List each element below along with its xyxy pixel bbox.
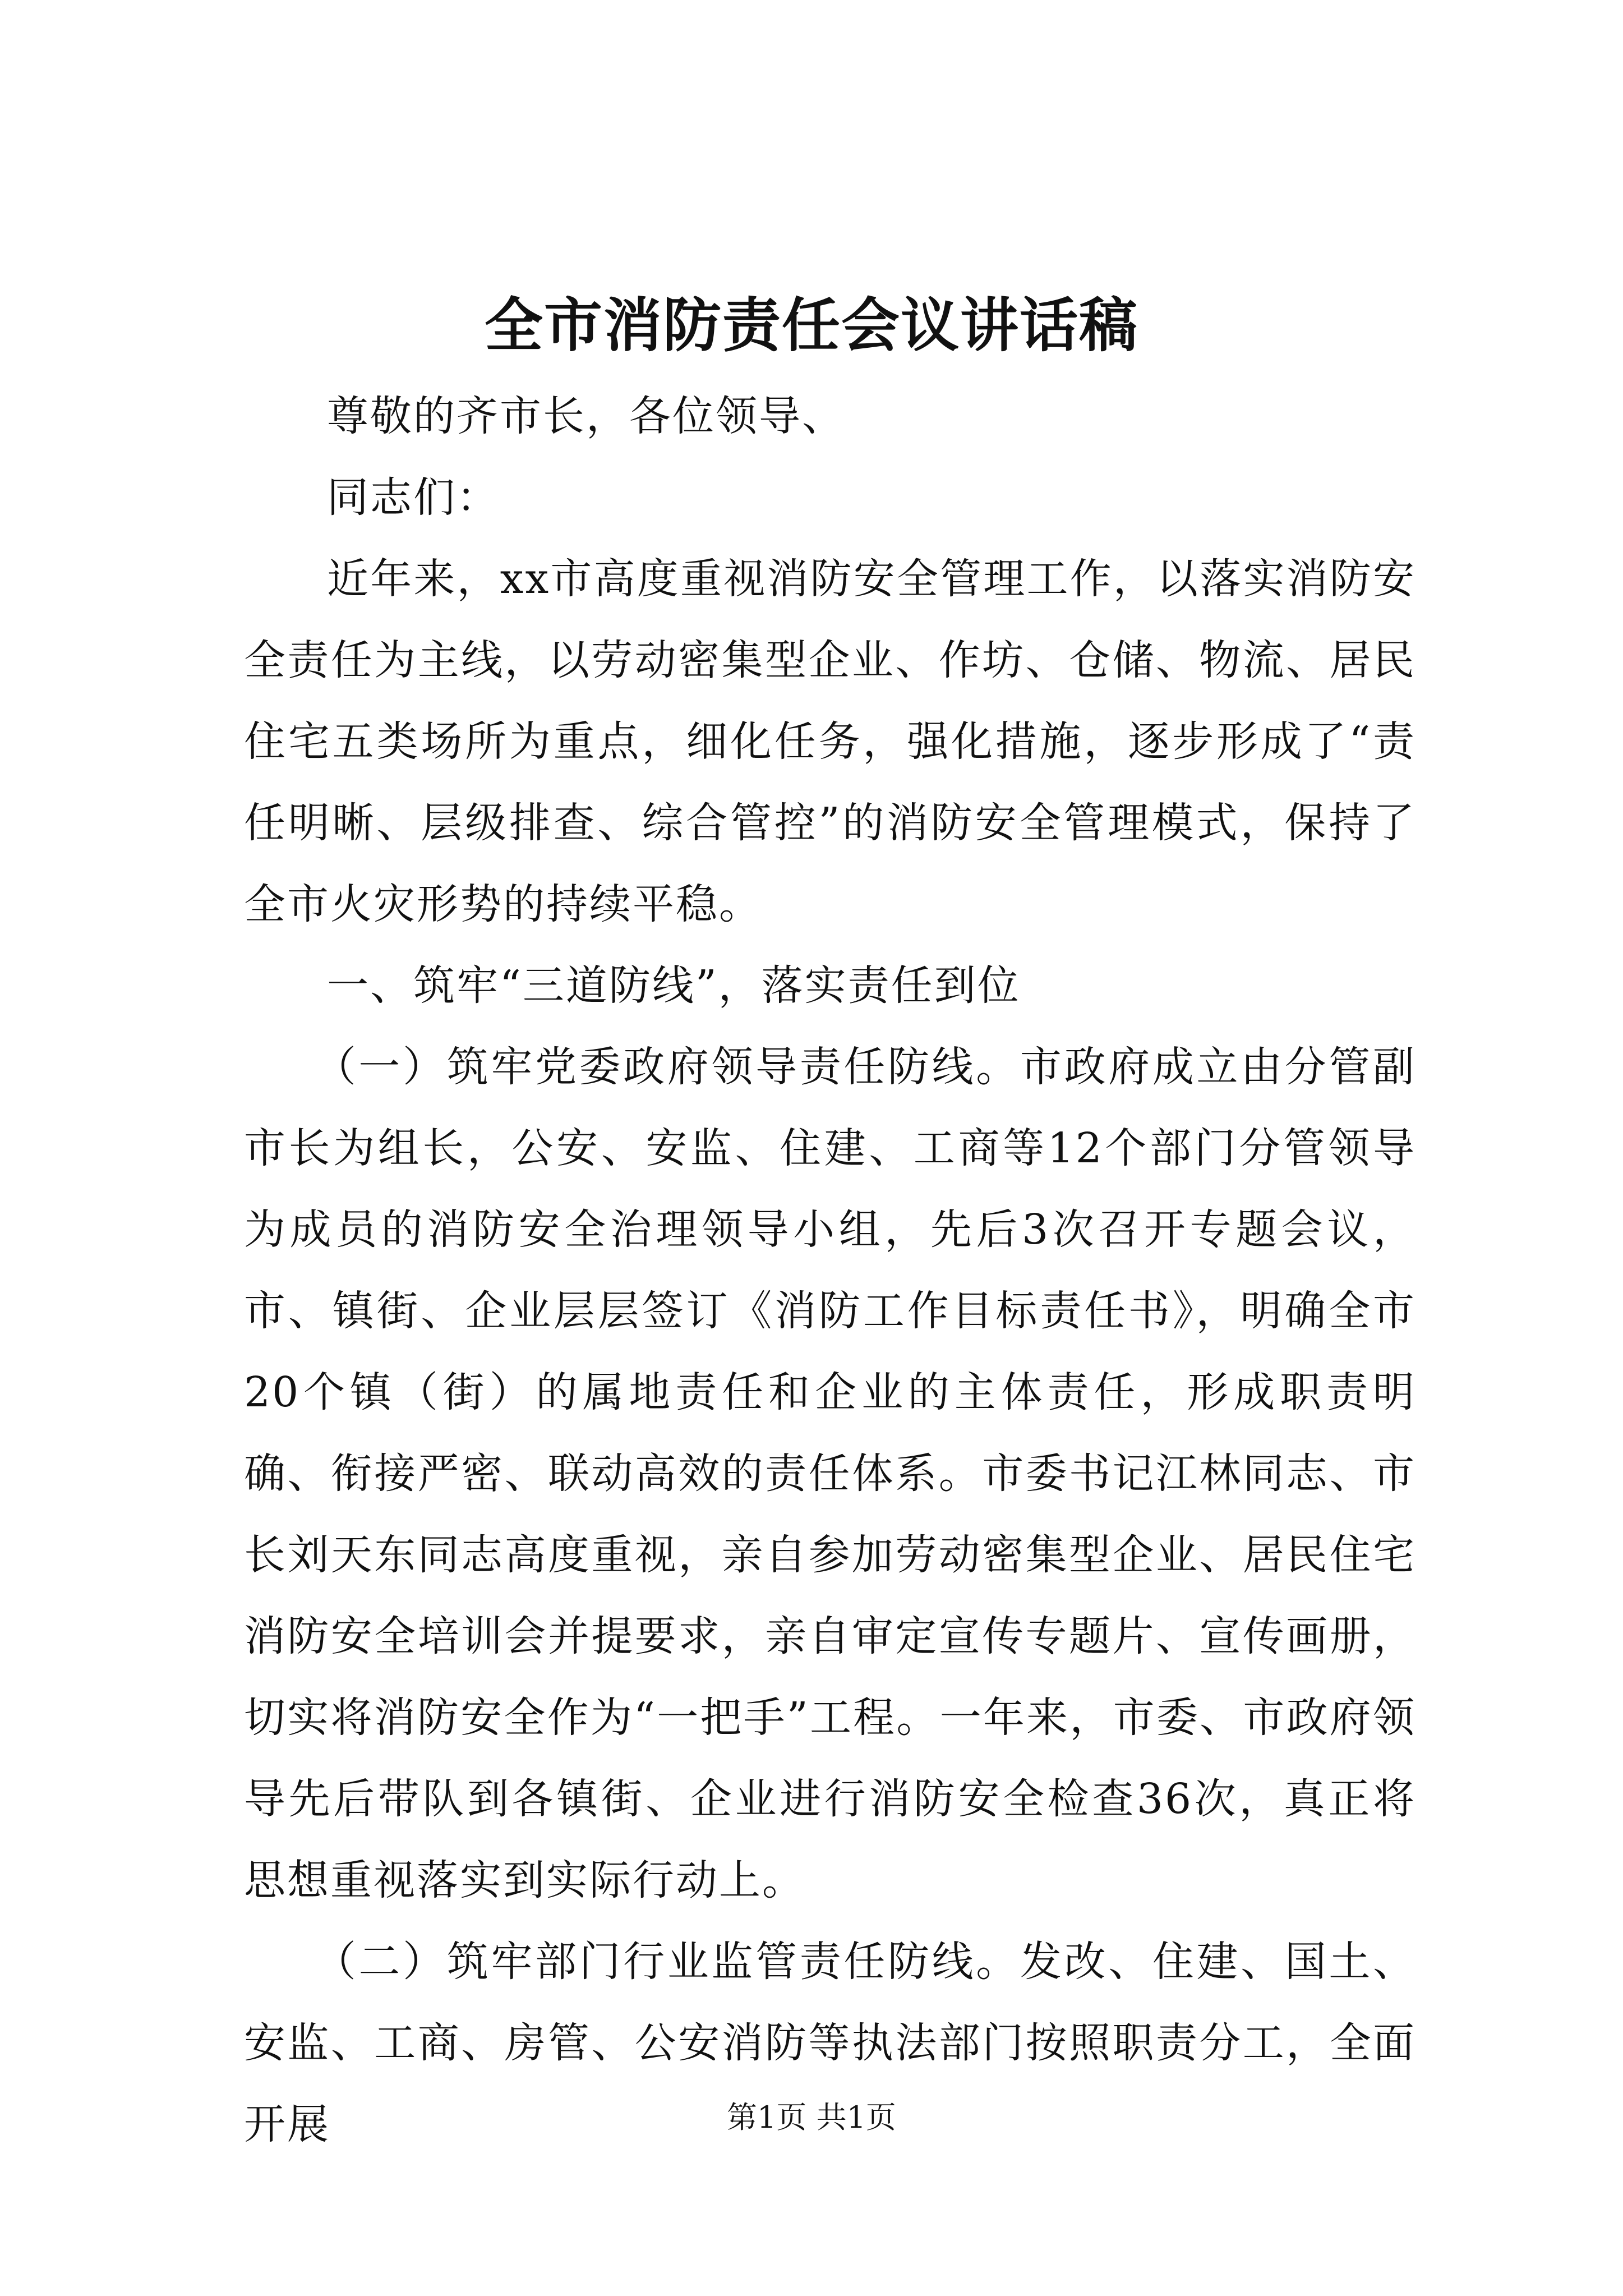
paragraph-subsection-2: （二）筑牢部门行业监管责任防线。发改、住建、国土、安监、工商、房管、公安消防等执法部门按照职责分工，全面开展 xyxy=(244,1938,1416,2148)
page-footer: 第1页 共1页 xyxy=(727,2100,896,2135)
paragraph-intro: 近年来，xx市高度重视消防安全管理工作，以落实消防安全责任为主线，以劳动密集型企业、作坊、仓储、物流、居民住宅五类场所为重点，细化任务，强化措施，逐步形成了“责任明晰、层级排查、综合管控”的消防安全管理模式，保持了全市火灾形势的持续平稳。 xyxy=(244,555,1416,928)
paragraph-subsection-1: （一）筑牢党委政府领导责任防线。市政府成立由分管副市长为组长，公安、安监、住建、工商等12个部门分管领导为成员的消防安全治理领导小组，先后3次召开专题会议，市、镇街、企业层层签订《消防工作目标责任书》，明确全市20个镇（街）的属地责任和企业的主体责任，形成职责明确、衔接严密、联动高效的责任体系。市委书记江林同志、市长刘天东同志高度重视，亲自参加劳动密集型企业、居民住宅消防安全培训会并提要求，亲自审定宣传专题片、宣传画册，切实将消防安全作为“一把手”工程。一年来，市委、市政府领导先后带队到各镇街、企业进行消防安全检查36次，真正将思想重视落实到实际行动上。 xyxy=(244,1043,1416,1904)
document-body xyxy=(244,376,1416,2165)
salutation-line-2: 同志们： xyxy=(327,473,500,522)
document-title: 全市消防责任会议讲话稿 xyxy=(484,291,1138,360)
section-heading-1: 一、筑牢“三道防线”，落实责任到位 xyxy=(327,961,1021,1010)
salutation-line-1: 尊敬的齐市长，各位领导、 xyxy=(327,392,845,440)
